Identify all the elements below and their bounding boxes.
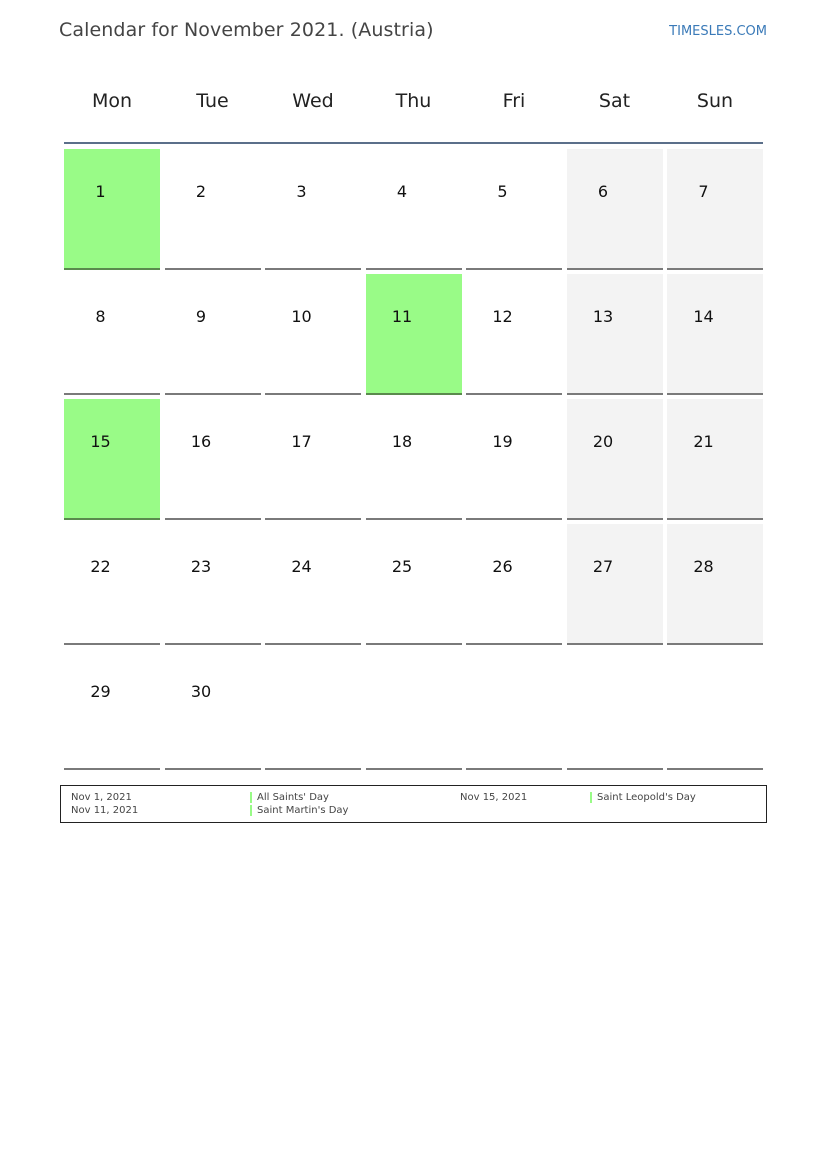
- day-number: 4: [396, 182, 408, 201]
- day-number: 9: [195, 307, 207, 326]
- empty-day-cell: [265, 649, 361, 770]
- page-title: Calendar for November 2021. (Austria): [59, 19, 434, 41]
- day-number: 2: [195, 182, 207, 201]
- day-number: 12: [492, 307, 513, 326]
- day-cell-26[interactable]: [466, 524, 562, 645]
- day-cell-22[interactable]: [64, 524, 160, 645]
- day-cell-17[interactable]: [265, 399, 361, 520]
- legend-date: Nov 15, 2021: [460, 792, 528, 803]
- legend-date: Nov 1, 2021: [71, 792, 132, 803]
- day-cell-18[interactable]: [366, 399, 462, 520]
- day-cell-8[interactable]: [64, 274, 160, 395]
- day-number: 30: [190, 682, 212, 701]
- day-cell-19[interactable]: [466, 399, 562, 520]
- day-cell-9[interactable]: [165, 274, 261, 395]
- weekday-tue: Tue: [196, 90, 229, 112]
- empty-day-cell: [567, 649, 663, 770]
- day-number: 29: [90, 682, 111, 701]
- day-number: 28: [693, 557, 714, 576]
- weekday-mon: Mon: [91, 90, 133, 112]
- day-number: 24: [291, 557, 312, 576]
- day-cell-1[interactable]: [64, 149, 160, 270]
- day-cell-24[interactable]: [265, 524, 361, 645]
- day-cell-14[interactable]: [667, 274, 763, 395]
- day-cell-13[interactable]: [567, 274, 663, 395]
- weekday-thu: Thu: [395, 90, 432, 112]
- day-number: 13: [592, 307, 614, 326]
- day-cell-16[interactable]: [165, 399, 261, 520]
- legend-date: Nov 11, 2021: [71, 805, 139, 816]
- day-number: 10: [291, 307, 312, 326]
- day-cell-23[interactable]: [165, 524, 261, 645]
- day-number: 15: [90, 432, 111, 451]
- calendar-grid: [64, 149, 763, 770]
- day-number: 3: [296, 182, 307, 201]
- empty-day-cell: [366, 649, 462, 770]
- holiday-legend: [60, 785, 767, 823]
- day-cell-12[interactable]: [466, 274, 562, 395]
- day-number: 14: [693, 307, 714, 326]
- day-cell-3[interactable]: [265, 149, 361, 270]
- day-number: 19: [492, 432, 513, 451]
- weekday-fri: Fri: [502, 90, 526, 112]
- day-number: 25: [391, 557, 413, 576]
- day-number: 21: [693, 432, 714, 451]
- day-cell-30[interactable]: [165, 649, 261, 770]
- day-number: 6: [597, 182, 609, 201]
- day-number: 1: [95, 182, 106, 201]
- day-number: 5: [497, 182, 508, 201]
- day-cell-21[interactable]: [667, 399, 763, 520]
- day-cell-2[interactable]: [165, 149, 261, 270]
- legend-holiday-name: All Saints' Day: [250, 792, 329, 803]
- day-number: 16: [190, 432, 212, 451]
- day-cell-10[interactable]: [265, 274, 361, 395]
- header-divider: [64, 142, 763, 144]
- day-cell-11[interactable]: [366, 274, 462, 395]
- day-number: 18: [391, 432, 413, 451]
- day-cell-28[interactable]: [667, 524, 763, 645]
- day-cell-7[interactable]: [667, 149, 763, 270]
- weekday-header-row: [64, 90, 763, 118]
- weekday-wed: Wed: [292, 90, 334, 112]
- legend-holiday-name: Saint Leopold's Day: [590, 792, 696, 803]
- day-cell-29[interactable]: [64, 649, 160, 770]
- day-cell-20[interactable]: [567, 399, 663, 520]
- day-cell-4[interactable]: [366, 149, 462, 270]
- day-number: 27: [592, 557, 614, 576]
- day-cell-5[interactable]: [466, 149, 562, 270]
- day-number: 20: [592, 432, 614, 451]
- day-cell-6[interactable]: [567, 149, 663, 270]
- empty-day-cell: [466, 649, 562, 770]
- day-number: 26: [492, 557, 513, 576]
- day-cell-25[interactable]: [366, 524, 462, 645]
- day-cell-15[interactable]: [64, 399, 160, 520]
- day-number: 22: [90, 557, 111, 576]
- day-cell-27[interactable]: [567, 524, 663, 645]
- day-number: 7: [698, 182, 709, 201]
- brand-link[interactable]: TIMESLES.COM: [669, 24, 767, 39]
- empty-day-cell: [667, 649, 763, 770]
- day-number: 17: [291, 432, 312, 451]
- day-number: 23: [190, 557, 212, 576]
- weekday-sun: Sun: [696, 90, 734, 112]
- weekday-sat: Sat: [598, 90, 631, 112]
- legend-holiday-name: Saint Martin's Day: [250, 805, 348, 816]
- day-number: 11: [391, 307, 413, 326]
- day-number: 8: [95, 307, 106, 326]
